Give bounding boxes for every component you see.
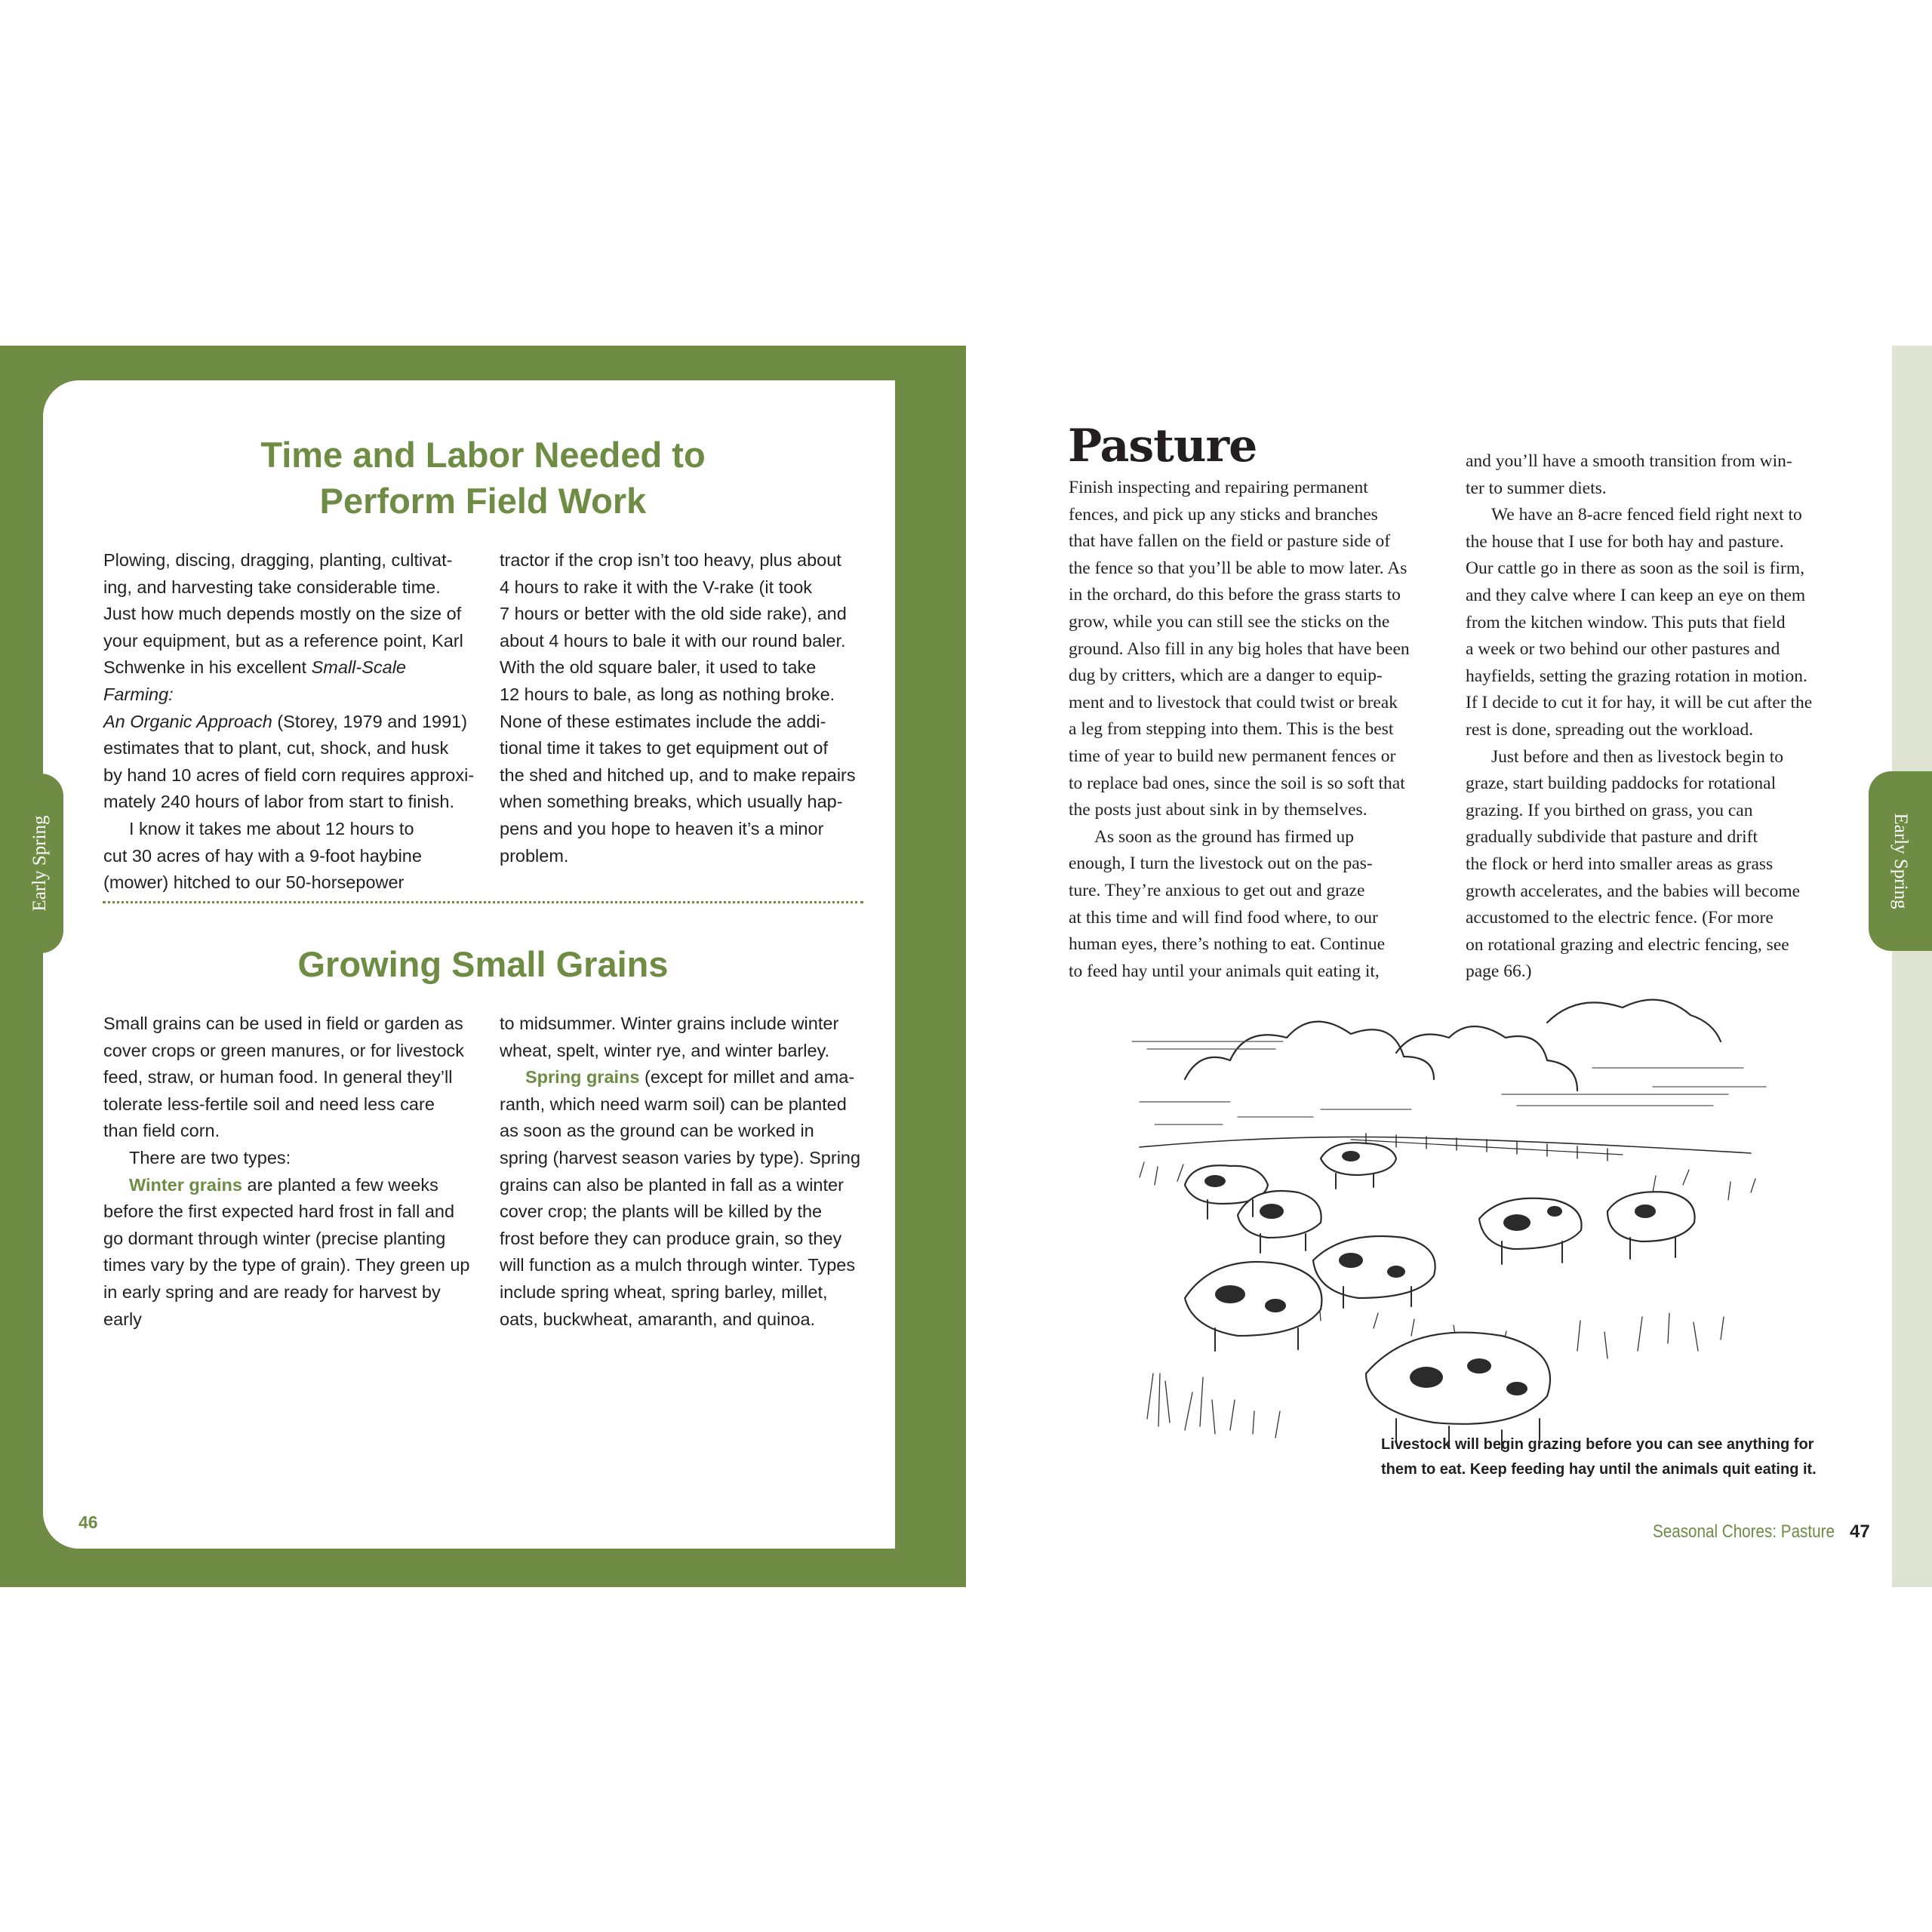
text-line: time of year to build new permanent fences or <box>1069 746 1396 766</box>
section-title-small-grains <box>211 941 755 987</box>
text-line: cover crops or green manures, or for livestock <box>103 1040 465 1060</box>
text-line: With the old square baler, it used to take <box>500 657 817 678</box>
text-line <box>103 709 481 736</box>
text-line: include spring wheat, spring barley, millet, <box>500 1281 828 1302</box>
book-title-italic: An Organic Approach <box>103 711 272 731</box>
text-line: estimates that to plant, cut, shock, and husk <box>103 738 449 758</box>
text-line: feed, straw, or human food. In general they’ll <box>103 1067 453 1088</box>
section-title-time-labor <box>211 432 755 524</box>
text-line: If I decide to cut it for hay, it will be cut after the <box>1466 693 1813 713</box>
text-line: As soon as the ground has firmed up <box>1094 826 1354 847</box>
page-title: Pasture <box>1068 420 1257 472</box>
text-line: and you’ll have a smooth transition from win- <box>1466 451 1792 471</box>
tab-label: Early Spring <box>1890 813 1911 909</box>
text-line: before the first expected hard frost in fall and <box>103 1201 455 1222</box>
page-number-left: 46 <box>78 1512 98 1532</box>
text-line: human eyes, there’s nothing to eat. Continue <box>1069 934 1385 955</box>
small-grains-column-2 <box>500 1011 877 1333</box>
pasture-column-2 <box>1466 448 1858 986</box>
text-line: ture. They’re anxious to get out and graze <box>1069 880 1365 900</box>
text-line: fences, and pick up any sticks and branches <box>1069 504 1378 525</box>
small-grains-column-1 <box>103 1011 481 1333</box>
text-line: than field corn. <box>103 1121 220 1141</box>
text-line: tractor if the crop isn’t too heavy, plus about <box>500 550 841 570</box>
text-line: ter to summer diets. <box>1466 478 1607 498</box>
text-line: grazing. If you birthed on grass, you can <box>1466 800 1753 820</box>
text-span: are planted a few weeks <box>242 1174 438 1195</box>
text-line <box>500 1064 877 1091</box>
text-line: grow, while you can still see the sticks on the <box>1069 611 1390 632</box>
text-span: (Storey, 1979 and 1991) <box>272 711 468 731</box>
text-line: ground. Also fill in any big holes that have been <box>1069 638 1410 659</box>
text-line: times vary by the type of grain). They green up <box>103 1255 470 1275</box>
pasture-column-1 <box>1069 475 1446 985</box>
text-line: a week or two behind our other pastures and <box>1466 639 1780 660</box>
text-line: from the kitchen window. This puts that field <box>1466 612 1786 632</box>
text-line: 12 hours to bale, as long as nothing broke. <box>500 684 835 704</box>
text-line: We have an 8-acre fenced field right next to <box>1491 505 1802 525</box>
text-line: ment and to livestock that could twist or break <box>1069 692 1398 712</box>
text-line: gradually subdivide that pasture and drift <box>1466 827 1758 848</box>
text-line: 7 hours or better with the old side rake), and <box>500 604 847 624</box>
text-line: will function as a mulch through winter. Types <box>500 1255 856 1275</box>
text-line: as soon as the ground can be worked in <box>500 1121 814 1141</box>
text-line: about 4 hours to bale it with our round baler. <box>500 630 846 651</box>
text-line: tolerate less-fertile soil and need less care <box>103 1094 435 1114</box>
text-line: by hand 10 acres of field corn requires approxi- <box>103 764 475 785</box>
text-line: Finish inspecting and repairing permanent <box>1069 478 1368 497</box>
text-line: tional time it takes to get equipment out of <box>500 738 829 758</box>
text-line: to feed hay until your animals quit eating it, <box>1069 961 1380 981</box>
text-line: There are two types: <box>129 1147 291 1168</box>
text-line: problem. <box>500 845 569 866</box>
text-line: in the orchard, do this before the grass starts to <box>1069 585 1401 605</box>
text-line: a leg from stepping into them. This is the best <box>1069 719 1394 740</box>
illustration-caption <box>1381 1432 1849 1482</box>
caption-line: them to eat. Keep feeding hay until the animals quit eating it. <box>1381 1461 1817 1478</box>
text-line <box>103 1172 481 1199</box>
section-tab-left <box>17 774 63 953</box>
text-line: page 66.) <box>1466 961 1532 982</box>
tab-label: Early Spring <box>29 815 50 912</box>
text-line: the posts just about sink in by themselves. <box>1069 800 1367 820</box>
time-labor-column-2 <box>500 547 877 869</box>
text-line: 4 hours to rake it with the V-rake (it took <box>500 577 813 597</box>
text-line: your equipment, but as a reference point, Karl <box>103 630 463 651</box>
text-line: (mower) hitched to our 50-horsepower <box>103 872 405 893</box>
text-line: rest is done, spreading out the workload. <box>1466 719 1754 740</box>
text-line: ing, and harvesting take considerable time. <box>103 577 441 597</box>
text-line <box>103 654 481 708</box>
text-line: that have fallen on the field or pasture side of <box>1069 531 1391 552</box>
section-tab-right <box>1869 771 1932 951</box>
title-line-1: Time and Labor Needed to <box>260 435 706 475</box>
highlight-term: Winter grains <box>129 1174 242 1195</box>
title-text: Growing Small Grains <box>297 944 669 984</box>
cattle-grazing-illustration-icon <box>1124 996 1774 1464</box>
text-line: I know it takes me about 12 hours to <box>129 818 414 838</box>
text-line: pens and you hope to heaven it’s a minor <box>500 818 824 838</box>
text-line: cover crop; the plants will be killed by the <box>500 1201 823 1222</box>
text-line: the flock or herd into smaller areas as grass <box>1466 854 1774 874</box>
text-line: dug by critters, which are a danger to equip- <box>1069 666 1383 686</box>
title-line-2: Perform Field Work <box>319 481 647 521</box>
text-line: spring (harvest season varies by type). Spring <box>500 1147 861 1168</box>
caption-line: Livestock will begin grazing before you can see anything for <box>1381 1436 1814 1453</box>
text-line: when something breaks, which usually hap- <box>500 792 843 812</box>
text-line: None of these estimates include the addi- <box>500 711 826 731</box>
right-edge-stripe <box>1892 346 1932 1587</box>
text-line: the house that I use for both hay and pasture. <box>1466 531 1784 552</box>
text-line: the fence so that you’ll be able to mow later. As <box>1069 558 1407 578</box>
text-line: Just before and then as livestock begin to <box>1491 746 1784 767</box>
text-line: Small grains can be used in field or garden as <box>103 1014 463 1033</box>
text-line: at this time and will find food where, to our <box>1069 907 1378 928</box>
text-line: on rotational grazing and electric fencing, see <box>1466 934 1789 955</box>
text-line: grains can also be planted in fall as a winter <box>500 1174 844 1195</box>
text-line: growth accelerates, and the babies will become <box>1466 881 1801 901</box>
highlight-term: Spring grains <box>525 1067 640 1088</box>
text-line: accustomed to the electric fence. (For more <box>1466 908 1774 928</box>
text-line: in early spring and are ready for harvest by early <box>103 1281 441 1329</box>
text-line: ranth, which need warm soil) can be planted <box>500 1094 847 1114</box>
time-labor-column-1 <box>103 547 481 897</box>
text-line: frost before they can produce grain, so they <box>500 1228 842 1248</box>
text-line: to midsummer. Winter grains include winter <box>500 1014 839 1033</box>
text-line: the shed and hitched up, and to make repairs <box>500 764 856 785</box>
page-number-right: 47 <box>1850 1521 1870 1542</box>
dotted-divider <box>103 901 863 903</box>
text-line: Our cattle go in there as soon as the soil is firm, <box>1466 558 1805 579</box>
book-title-italic: Small-Scale Farming: <box>103 657 406 704</box>
text-line: wheat, spelt, winter rye, and winter barley. <box>500 1040 830 1060</box>
text-line: graze, start building paddocks for rotational <box>1466 774 1777 794</box>
text-line: to replace bad ones, since the soil is so soft that <box>1069 773 1405 793</box>
text-line: enough, I turn the livestock out on the pas- <box>1069 854 1373 874</box>
text-line: Plowing, discing, dragging, planting, cultivat- <box>103 550 453 570</box>
text-line: oats, buckwheat, amaranth, and quinoa. <box>500 1309 816 1329</box>
text-line: Just how much depends mostly on the size of <box>103 604 462 624</box>
text-line: cut 30 acres of hay with a 9-foot haybine <box>103 845 422 866</box>
text-line: go dormant through winter (precise planting <box>103 1228 446 1248</box>
text-line: and they calve where I can keep an eye on them <box>1466 585 1806 605</box>
text-line: mately 240 hours of labor from start to finish. <box>103 792 454 812</box>
text-line: hayfields, setting the grazing rotation in motion. <box>1466 666 1807 686</box>
running-footer-label: Seasonal Chores: Pasture <box>1653 1521 1835 1542</box>
text-span: Schwenke in his excellent <box>103 657 312 678</box>
text-span: (except for millet and ama- <box>639 1067 855 1088</box>
